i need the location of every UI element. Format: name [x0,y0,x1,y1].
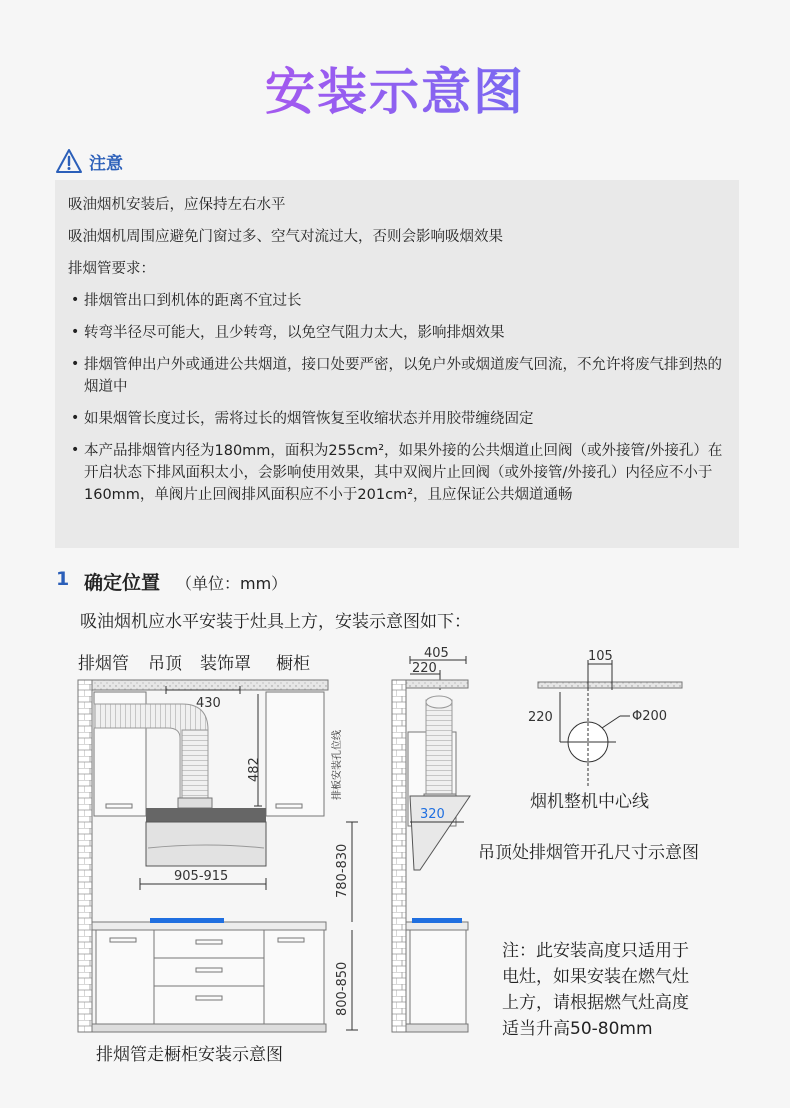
note-line: 上方，请根据燃气灶高度 [502,993,689,1013]
label-ceiling: 吊顶 [148,654,182,674]
notice-bullet: 转弯半径尽可能大，且少转弯，以免空气阻力太大，影响排烟效果 [84,325,505,341]
bullet-dot: • [71,356,80,372]
dim-482: 482 [247,757,262,782]
label-cover: 装饰罩 [200,654,251,674]
dim-220-side: 220 [412,661,437,676]
notice-line: 吸油烟机安装后，应保持左右水平 [68,197,286,213]
section-subtitle: 吸油烟机应水平安装于灶具上方，安装示意图如下： [80,612,471,632]
caption-ceiling: 吊顶处排烟管开孔尺寸示意图 [478,843,699,863]
dim-780-830: 780-830 [335,843,350,898]
dim-220-top: 220 [528,710,553,725]
section-unit: （单位：mm） [176,574,288,593]
warning-icon [55,148,83,174]
ceiling-hole-diagram [528,649,682,812]
label-duct: 排烟管 [78,654,129,674]
caption-cabinet: 排烟管走橱柜安装示意图 [96,1045,283,1065]
vertical-note: 排板安装孔位线 [332,730,343,800]
dim-800-850: 800-850 [335,961,350,1016]
bullet-dot: • [71,324,80,340]
notice-bullet: 如果烟管长度过长，需将过长的烟管恢复至收缩状态并用胶带缠绕固定 [84,411,534,427]
center-line-label: 烟机整机中心线 [530,792,649,812]
notice-line: 排烟管要求： [68,261,155,277]
note-line: 适当升高50-80mm [502,1019,653,1039]
installation-diagram [0,640,790,1108]
note-line: 电灶，如果安装在燃气灶 [502,967,689,987]
dim-905-915: 905-915 [174,869,229,884]
notice-bullet: 排烟管出口到机体的距离不宜过长 [84,293,302,309]
section-number: 1 [56,568,70,590]
note-line: 注：此安装高度只适用于 [502,941,689,961]
page-title: 安装示意图 [0,52,790,124]
label-cabinet: 橱柜 [276,654,310,674]
bullet-dot: • [71,442,80,458]
bullet-dot: • [71,410,80,426]
dim-320: 320 [420,807,445,822]
dim-phi200: Φ200 [632,709,668,724]
section-title: 确定位置 [84,572,161,594]
notice-box [55,180,739,548]
notice-heading: 注意 [89,153,123,174]
dim-105: 105 [588,649,613,664]
notice-header [55,146,123,176]
notice-bullet: 排烟管伸出户外或通进公共烟道，接口处要严密，以免户外或烟道废气回流，不允许将废气排到热的烟道中 [84,357,722,395]
notice-bullet: 本产品排烟管内径为180mm，面积为255cm²，如果外接的公共烟道止回阀（或外接管/外接孔）在开启状态下排风面积太小，会影响使用效果，其中双阀片止回阀（或外接管/外接孔）内径应不小于160mm，单阀片止回阀排风面积应不小于201cm²，且应保证公共烟道通畅 [84,443,723,503]
side-view-diagram [392,646,470,1032]
notice-line: 吸油烟机周围应避免门窗过多、空气对流过大，否则会影响吸烟效果 [68,229,503,245]
dim-430: 430 [196,696,221,711]
bullet-dot: • [71,292,80,308]
kitchen-cabinet-diagram [78,680,358,1032]
dim-405: 405 [424,646,449,661]
